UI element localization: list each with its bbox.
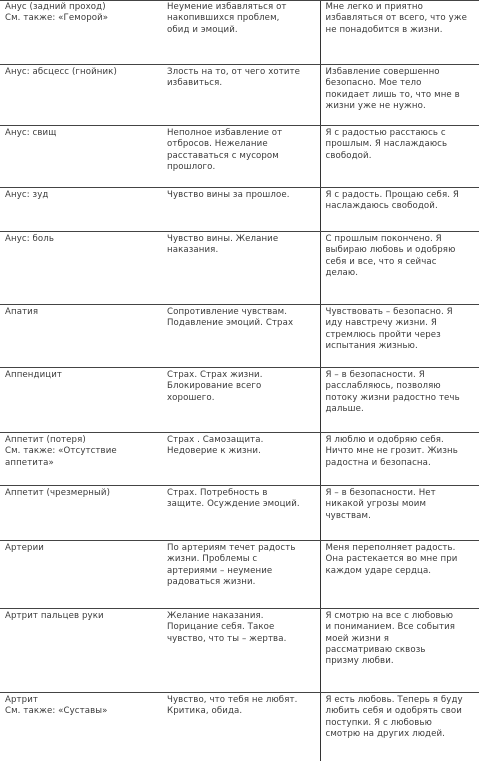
condition-text: Апатия [5, 307, 39, 317]
condition-cell [0, 232, 162, 305]
condition-text: Аппетит (чрезмерный) [5, 488, 111, 498]
cause-text: Желание наказания. Порицание себя. Такое чувство, что ты – жертва. [167, 611, 287, 644]
table-row [0, 305, 479, 368]
cause-text: Страх. Потребность в защите. Осуждение эмоций. [167, 488, 300, 510]
condition-cell [0, 693, 162, 762]
cause-text: По артериям течет радость жизни. Проблемы с артериями – неумение радоваться жизни. [167, 543, 296, 587]
condition-cell [0, 486, 162, 541]
affirmation-cell [320, 541, 479, 609]
condition-text: Артрит См. также: «Суставы» [5, 695, 108, 717]
affirmation-text: Избавление совершенно безопасно. Мое тело покидает лишь то, что мне в жизни уже не нужно. [325, 67, 460, 111]
condition-text: Анус: абсцесс (гнойник) [5, 67, 117, 77]
table-row [0, 65, 479, 126]
affirmation-text: Я – в безопасности. Нет никакой угрозы моим чувствам. [325, 488, 436, 521]
cause-cell [162, 1, 320, 65]
cause-text: Сопротивление чувствам. Подавление эмоций. Страх [167, 307, 294, 329]
condition-cell [0, 433, 162, 486]
table-row [0, 232, 479, 305]
condition-text: Аппендицит [5, 370, 62, 380]
affirmation-cell [320, 232, 479, 305]
affirmation-text: Чувствовать – безопасно. Я иду навстречу жизни. Я стремлюсь пройти через испытания жизнью. [325, 307, 453, 351]
condition-cell [0, 126, 162, 188]
cause-cell [162, 609, 320, 693]
affirmation-text: С прошлым покончено. Я выбираю любовь и одобряю себя и все, что я сейчас делаю. [325, 234, 456, 278]
table-row [0, 1, 479, 65]
cause-cell [162, 232, 320, 305]
cause-cell [162, 126, 320, 188]
cause-cell [162, 188, 320, 232]
cause-cell [162, 541, 320, 609]
condition-cell [0, 368, 162, 433]
affirmation-cell [320, 65, 479, 126]
affirmation-cell [320, 486, 479, 541]
cause-text: Чувство вины. Желание наказания. [167, 234, 279, 256]
affirmation-cell [320, 433, 479, 486]
condition-cell [0, 188, 162, 232]
cause-text: Чувство, что тебя не любят. Критика, обида. [167, 695, 298, 717]
condition-text: Анус: свищ [5, 128, 57, 138]
cause-cell [162, 693, 320, 762]
condition-cell [0, 541, 162, 609]
affirmation-cell [320, 188, 479, 232]
affirmation-cell [320, 609, 479, 693]
table-row [0, 486, 479, 541]
cause-cell [162, 486, 320, 541]
cause-text: Неумение избавляться от накопившихся проблем, обид и эмоций. [167, 2, 287, 35]
condition-cell [0, 65, 162, 126]
affirmation-text: Я есть любовь. Теперь я буду любить себя и одобрять свои поступки. Я с любовью смотрю на других людей. [325, 695, 463, 739]
condition-cell [0, 609, 162, 693]
table-row [0, 188, 479, 232]
affirmation-cell [320, 1, 479, 65]
affirmation-text: Я люблю и одобряю себя. Ничто мне не грозит. Жизнь радостна и безопасна. [325, 435, 458, 468]
cause-text: Чувство вины за прошлое. [167, 190, 290, 200]
cause-text: Неполное избавление от отбросов. Нежелание расставаться с мусором прошлого. [167, 128, 283, 172]
affirmation-text: Я с радость. Прощаю себя. Я наслаждаюсь свободой. [325, 190, 459, 212]
table-row [0, 433, 479, 486]
affirmation-text: Я с радостью расстаюсь с прошлым. Я наслаждаюсь свободой. [325, 128, 448, 161]
affirmation-cell [320, 126, 479, 188]
affirmation-cell [320, 368, 479, 433]
affirmation-text: Я – в безопасности. Я расслабляюсь, позволяю потоку жизни радостно течь дальше. [325, 370, 460, 414]
cause-cell [162, 305, 320, 368]
cause-text: Злость на то, от чего хотите избавиться. [167, 67, 301, 89]
affirmation-text: Меня переполняет радость. Она растекается во мне при каждом ударе сердца. [325, 543, 458, 576]
condition-cell [0, 1, 162, 65]
affirmation-text: Я смотрю на все с любовью и пониманием. Все события моей жизни я рассматриваю сквозь призму любви. [325, 611, 456, 667]
table-row [0, 126, 479, 188]
cause-text: Страх. Страх жизни. Блокирование всего хорошего. [167, 370, 263, 403]
condition-text: Артрит пальцев руки [5, 611, 104, 621]
condition-cell [0, 305, 162, 368]
table-row [0, 368, 479, 433]
condition-text: Артерии [5, 543, 44, 553]
condition-text: Анус (задний проход) См. также: «Геморой» [5, 2, 109, 24]
condition-text: Анус: боль [5, 234, 55, 244]
cause-cell [162, 65, 320, 126]
table-row [0, 693, 479, 762]
affirmation-cell [320, 693, 479, 762]
affirmation-cell [320, 305, 479, 368]
cause-cell [162, 368, 320, 433]
cause-cell [162, 433, 320, 486]
table-row [0, 541, 479, 609]
affirmation-text: Мне легко и приятно избавляться от всего, что уже не понадобится в жизни. [325, 2, 468, 35]
condition-text: Анус: зуд [5, 190, 49, 200]
table-row [0, 609, 479, 693]
condition-text: Аппетит (потеря) См. также: «Отсутствие аппетита» [5, 435, 117, 468]
cause-text: Страх . Самозащита. Недоверие к жизни. [167, 435, 264, 457]
